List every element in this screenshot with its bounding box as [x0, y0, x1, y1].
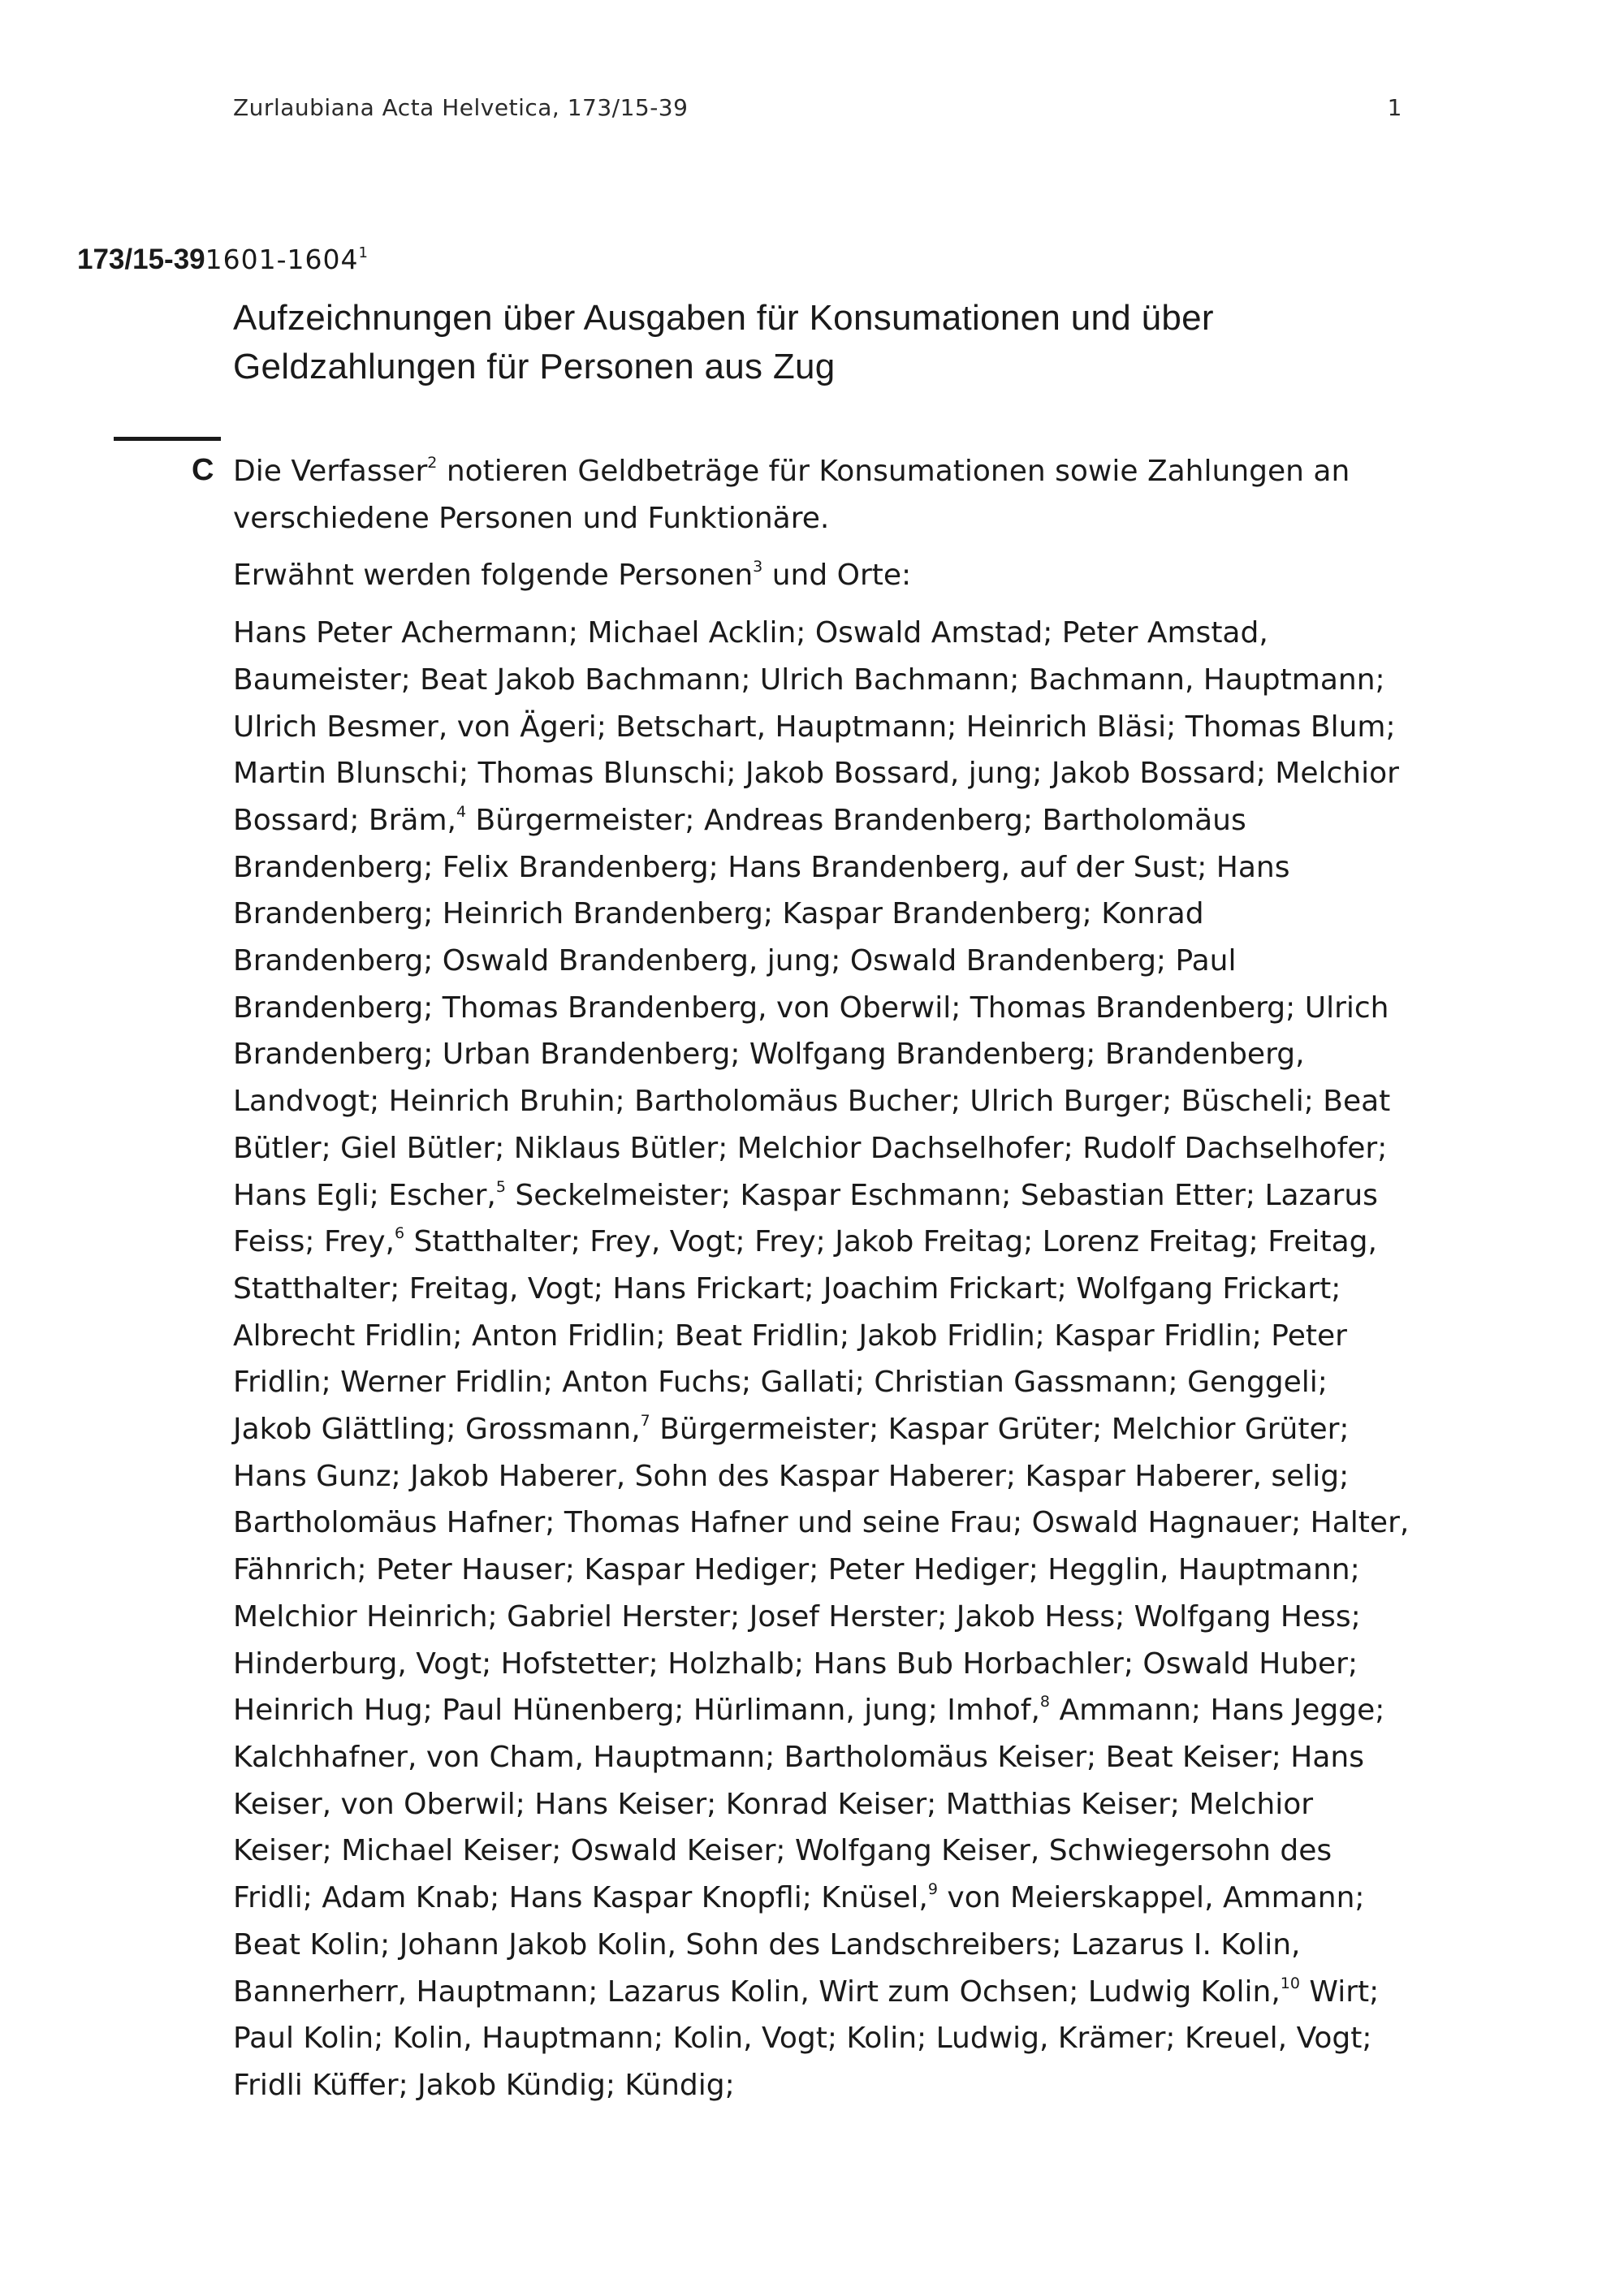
signature-number: 173/15-39 — [77, 244, 205, 275]
date-text: 1601-1604 — [205, 244, 359, 275]
running-header — [233, 94, 1402, 121]
footnote-ref-4: 4 — [456, 802, 467, 821]
running-title: Zurlaubiana Acta Helvetica, 173/15-39 — [233, 94, 689, 121]
page-number: 1 — [1387, 94, 1402, 121]
person-list-part: Statthalter; Frey, Vogt; Frey; Jakob Freitag; Lorenz Freitag; Freitag, Statthalter; Freitag, Vogt; Hans Frickart; Joachim Frickart; Wolfgang Frickart; Albrecht Fridlin; Anton Fridlin; Beat Fridlin; Jakob Fridlin; Kaspar Fridlin; Peter Fridlin; Werner Fridlin; Anton Fuchs; Gallati; Christian Gassmann; Genggeli; Jakob Glättling; Grossmann, — [233, 1225, 1377, 1447]
title-line-1: Aufzeichnungen über Ausgaben für Konsumationen und über — [233, 298, 1214, 338]
footnote-ref-10: 10 — [1280, 1974, 1300, 1992]
footnote-ref-5: 5 — [495, 1177, 506, 1196]
person-list — [233, 610, 1410, 2109]
person-list-part: Seckelmeister; Kaspar Eschmann; Sebastian Etter; Lazarus Feiss; Frey, — [233, 1178, 1378, 1259]
footnote-ref-7: 7 — [640, 1412, 650, 1431]
mentions-intro — [233, 552, 1410, 599]
person-list-part: Wirt; Paul Kolin; Kolin, Hauptmann; Kolin, Vogt; Kolin; Ludwig, Krämer; Kreuel, Vogt; Fridli Küffer; Jakob Kündig; Kündig; — [233, 1974, 1380, 2102]
entry-content — [233, 448, 1410, 2120]
description-paragraph — [233, 448, 1410, 542]
person-list-part: Bürgermeister; Kaspar Grüter; Melchior Grüter; Hans Gunz; Jakob Haberer, Sohn des Kaspar Haberer; Kaspar Haberer, selig; Bartholomäus Hafner; Thomas Hafner und seine Frau; Oswald Hagnauer; Halter, Fähnrich; Peter Hauser; Kaspar Hediger; Peter Hediger; Hegglin, Hauptmann; Melchior Heinrich; Gabriel Herster; Josef Herster; Jakob Hess; Wolfgang Hess; Hinderburg, Vogt; Hofstetter; Holzhalb; Hans Bub Horbachler; Oswald Huber; Heinrich Hug; Paul Hünenberg; Hürlimann, jung; Imhof, — [233, 1413, 1410, 1728]
description-text-end: notieren Geldbeträge für Konsumationen sowie Zahlungen an verschiedene Personen und Funktionäre. — [233, 455, 1350, 535]
entry-title — [233, 294, 1402, 391]
section-letter: C — [192, 453, 214, 487]
title-line-2: Geldzahlungen für Personen aus Zug — [233, 347, 836, 386]
footnote-ref-9: 9 — [927, 1880, 938, 1899]
person-list-part: Ammann; Hans Jegge; Kalchhafner, von Cham, Hauptmann; Bartholomäus Keiser; Beat Keiser; Hans Keiser, von Oberwil; Hans Keiser; Konrad Keiser; Matthias Keiser; Melchior Keiser; Michael Keiser; Oswald Keiser; Wolfgang Keiser, Schwiegersohn des Fridli; Adam Knab; Hans Kaspar Knopfli; Knüsel, — [233, 1694, 1385, 1915]
person-list-part: Bürgermeister; Andreas Brandenberg; Bartholomäus Brandenberg; Felix Brandenberg; Hans Brandenberg, auf der Sust; Hans Brandenberg; Heinrich Brandenberg; Kaspar Brandenberg; Konrad Brandenberg; Oswald Brandenberg, jung; Oswald Brandenberg; Paul Brandenberg; Thomas Brandenberg, von Oberwil; Thomas Brandenberg; Ulrich Brandenberg; Urban Brandenberg; Wolfgang Brandenberg; Brandenberg, Landvogt; Heinrich Bruhin; Bartholomäus Bucher; Ulrich Burger; Büscheli; Beat Bütler; Giel Bütler; Niklaus Bütler; Melchior Dachselhofer; Rudolf Dachselhofer; Hans Egli; Escher, — [233, 803, 1391, 1212]
entry-signature-line — [77, 244, 369, 276]
footnote-ref-3: 3 — [753, 558, 763, 576]
person-list-part: von Meierskappel, Ammann; Beat Kolin; Johann Jakob Kolin, Sohn des Landschreibers; Lazarus I. Kolin, Bannerherr, Hauptmann; Lazarus Kolin, Wirt zum Ochsen; Ludwig Kolin, — [233, 1881, 1365, 2009]
mentions-intro-end: und Orte: — [762, 559, 912, 593]
footnote-ref-8: 8 — [1039, 1693, 1051, 1711]
footnote-ref-2: 2 — [427, 454, 438, 472]
footnote-ref-1: 1 — [358, 244, 369, 261]
mentions-intro-start: Erwähnt werden folgende Personen — [233, 559, 754, 593]
description-text-start: Die Verfasser — [233, 455, 428, 488]
footnote-ref-6: 6 — [394, 1224, 405, 1243]
section-divider — [114, 437, 221, 441]
entry-date — [205, 244, 369, 275]
person-list-part: Hans Peter Achermann; Michael Acklin; Oswald Amstad; Peter Amstad, Baumeister; Beat Jakob Bachmann; Ulrich Bachmann; Bachmann, Hauptmann; Ulrich Besmer, von Ägeri; Betschart, Hauptmann; Heinrich Bläsi; Thomas Blum; Martin Blunschi; Thomas Blunschi; Jakob Bossard, jung; Jakob Bossard; Melchior Bossard; Bräm, — [233, 616, 1399, 837]
